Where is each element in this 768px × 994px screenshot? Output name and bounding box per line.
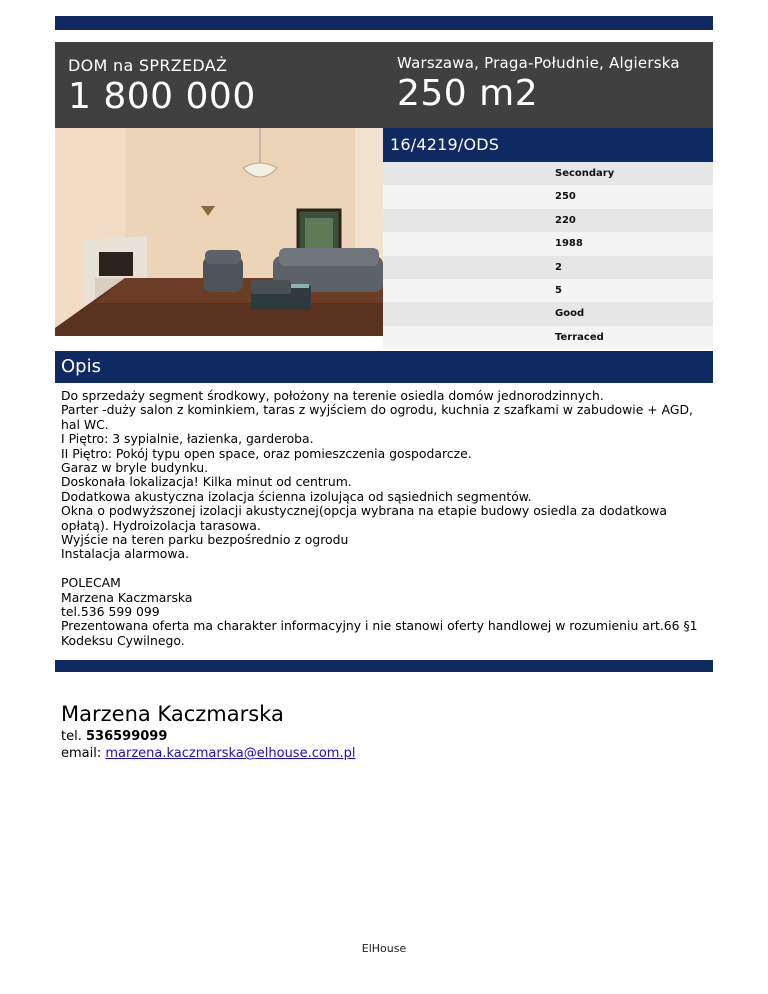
paragraph-gap	[61, 562, 711, 576]
param-value: 2	[555, 261, 562, 273]
phone-label: tel.	[61, 729, 82, 744]
description-line: Doskonała lokalizacja! Kilka minut od centrum.	[61, 474, 352, 490]
param-row	[383, 279, 713, 302]
listing-location: Warszawa, Praga-Południe, Algierska	[397, 54, 680, 72]
param-row	[383, 162, 713, 185]
phone-number: 536599099	[85, 729, 168, 744]
reference-number-bar	[383, 128, 713, 162]
listing-header	[55, 42, 713, 128]
property-photo	[55, 128, 383, 336]
description-line: I Piętro: 3 sypialnie, łazienka, garderoba.	[61, 431, 314, 447]
description-body	[61, 389, 711, 648]
description-line: Garaz w bryle budynku.	[61, 460, 209, 476]
closing-line: Prezentowana oferta ma charakter informacyjny i nie stanowi oferty handlowej w rozumieniu art.66 §1 Kodeksu Cywilnego.	[61, 618, 698, 648]
bottom-accent-bar	[55, 660, 713, 672]
footer-brand: ElHouse	[361, 942, 407, 955]
reference-number: 16/4219/ODS	[390, 135, 500, 154]
param-row	[383, 232, 713, 255]
param-value: 220	[555, 214, 576, 226]
closing-line: Marzena Kaczmarska	[61, 589, 193, 605]
email-link[interactable]: marzena.kaczmarska@elhouse.com.pl	[105, 746, 356, 761]
listing-area: 250 m2	[397, 73, 539, 114]
agent-name: Marzena Kaczmarska	[61, 702, 284, 726]
param-row	[383, 185, 713, 208]
param-value: Secondary	[555, 168, 615, 179]
param-value: Good	[555, 308, 585, 320]
description-title: Opis	[61, 356, 101, 377]
description-line: Wyjście na teren parku bezpośrednio z ogrodu	[61, 532, 349, 548]
closing-line: tel.536 599 099	[61, 604, 160, 620]
param-value: 250	[555, 191, 576, 203]
agent-phone	[61, 728, 711, 745]
property-parameters	[383, 162, 713, 349]
param-row	[383, 256, 713, 279]
description-line: Do sprzedaży segment środkowy, położony na terenie osiedla domów jednorodzinnych.	[61, 388, 604, 403]
closing-line: POLECAM	[61, 575, 121, 591]
agent-contact	[61, 700, 711, 762]
description-line: Okna o podwyższonej izolacji akustycznej(opcja wybrana na etapie budowy osiedla za dodatkowa opłatą). Hydroizolacja tarasowa.	[61, 503, 667, 533]
description-line: Dodatkowa akustyczna izolacja ścienna izolująca od sąsiednich segmentów.	[61, 488, 532, 504]
description-line: Instalacja alarmowa.	[61, 546, 190, 562]
description-line: II Piętro: Pokój typu open space, oraz pomieszczenia gospodarcze.	[61, 445, 472, 461]
param-row	[383, 326, 713, 349]
description-line: Parter -duży salon z kominkiem, taras z wyjściem do ogrodu, kuchnia z szafkami w zabudowie + AGD, hal WC.	[61, 402, 693, 432]
param-row	[383, 302, 713, 325]
description-header	[55, 351, 713, 383]
param-value: 5	[555, 284, 562, 296]
param-value: Terraced	[555, 331, 604, 343]
listing-type: DOM na SPRZEDAŻ	[68, 56, 228, 75]
email-label: email:	[61, 746, 102, 761]
agent-email	[61, 745, 711, 762]
top-accent-bar	[55, 16, 713, 30]
param-row	[383, 209, 713, 232]
listing-price: 1 800 000	[68, 76, 256, 117]
param-value: 1988	[555, 238, 583, 250]
